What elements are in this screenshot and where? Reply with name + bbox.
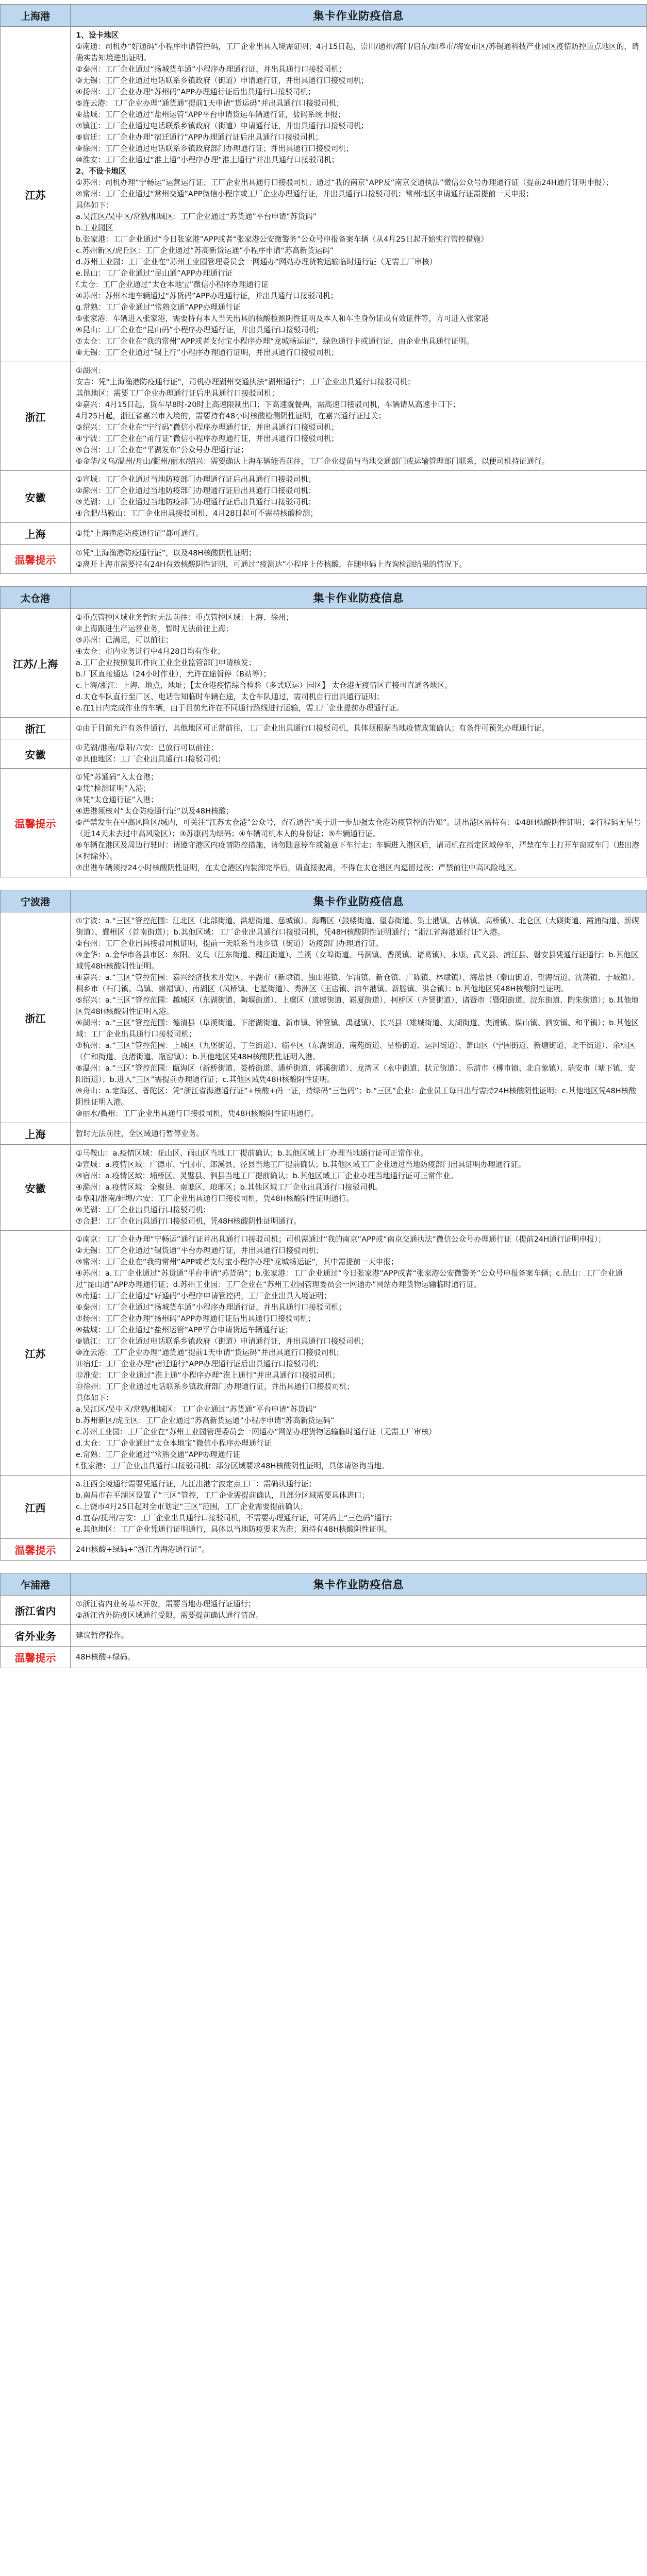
info-line: 48H核酸+绿码。 xyxy=(76,1652,135,1662)
info-line: 具体如下： xyxy=(76,1394,113,1402)
port-name: 太仓港 xyxy=(1,587,71,609)
region-row xyxy=(1,471,647,523)
info-line: d.宜春/抚州/吉安：工厂企业出具通行口接驳司机，不需要办理通行证，可凭码上“三色码”通行； xyxy=(76,1514,397,1522)
info-line: 安吉：凭“上海渔港防疫通行证”，司机办理湖州交通执法“湖州通行”；工厂企业出具通行口接驳司机； xyxy=(76,378,415,386)
info-line: ⑦太仓：工厂企业在“我的常州”APP或者支付宝小程序办理“龙城畅运证”，绿色通行卡或通行证，由企业出具通行证明。 xyxy=(76,337,474,346)
port-header-row xyxy=(1,1573,647,1596)
info-line: 具体如下： xyxy=(76,201,113,210)
port-header-row xyxy=(1,890,647,912)
info-line: ⑫淮安：工厂企业通过“淮上通”小程序办理“淮上通行”并出具通行口接驳司机； xyxy=(76,1371,340,1380)
region-content xyxy=(71,1123,647,1145)
info-line: d.苏州工业园：工厂企业在“苏州工业园管理委员会一网通办”网站办理货物运输临时通行证（无需工厂审核） xyxy=(76,258,437,266)
tips-label: 温馨提示 xyxy=(1,1647,71,1668)
info-line: f.张家港：工厂企业出具通行口接驳司机；部分区域要求48H核酸阴性证明，具体请咨询当地。 xyxy=(76,1462,389,1470)
info-line: ⑥盐城：工厂企业通过“盐州运管”APP平台申请货运车辆通行证，盐码系统申报； xyxy=(76,110,345,119)
region-content xyxy=(71,545,647,574)
info-line: f.太仓：工厂企业通过“太仓本地宝”微信小程序办理通行证 xyxy=(76,280,269,289)
region-label: 江西 xyxy=(1,1476,71,1539)
info-line: ①浙江省内业务基本开放，需要当地办理通行证通行； xyxy=(76,1600,256,1608)
port-name: 宁波港 xyxy=(1,890,71,912)
info-line: ②上海跟进生产运营业务，暂时无法前往上海； xyxy=(76,624,233,633)
info-line: ④苏州：a.工厂企业通过“苏货通”平台申请“苏货码”；b.张家港：工厂企业通过“今日张家港”APP或者“张家港公安微警务”公众号申报备案车辆；c.昆山：工厂企业通过“昆山通”APP办理通行证；d.苏州工业园：工厂企业在“苏州工业园管理委员会一网通办”网站办理货物运输临时通行证。 xyxy=(76,1269,623,1289)
section-title: 集卡作业防疫信息 xyxy=(71,890,647,912)
info-line: ⑤严禁发生在中高风险区/城内，可关注“江苏太仓港”公众号，查看通告“关于进一步加强太仓港防疫管控的告知”。进出港区需持有：①48H核酸阴性证明；②行程码无星号（近14天未去过中高风险区）；③苏康码为绿码；④车辆司机本人的身份证；⑤车辆通行证。 xyxy=(76,818,641,838)
region-row xyxy=(1,1539,647,1561)
info-line: ⑬徐州：工厂企业通过电话联系乡镇政府部门办理通行证，并出具通行口接驳司机； xyxy=(76,1382,354,1391)
info-line: ①由于目前允许有条件通行，其他地区可正常前往，工厂企业出具通行口接驳司机，具体须根据当地疫情政策确认；有条件可预先办理通行证。 xyxy=(76,723,549,733)
info-line: d.太仓：工厂企业通过“太仓本地宝”微信小程序办理通行证 xyxy=(76,1439,272,1448)
info-line: b.厂区直接通达（24小时作业），允许在途暂停（B站等）； xyxy=(76,670,271,679)
info-line: ⑩连云港：工厂企业办理“通货通”提前1天申请“货运码”并出具通行口接驳司机； xyxy=(76,1348,344,1357)
region-row xyxy=(1,1145,647,1231)
info-line: ⑧盐城：工厂企业通过“盐州运管”APP平台申请货运车辆通行证； xyxy=(76,1326,293,1334)
info-line: ④滁州：a.疫情区域：全椒县、南谯区、琅琊区；b.其他区域工厂企业出具通行口接驳司机。 xyxy=(76,1183,383,1192)
info-line: b.苏州新区/虎丘区：工厂企业通过“苏高新货运通”小程序申请“苏高新货运码” xyxy=(76,1416,335,1425)
region-label: 江苏 xyxy=(1,27,71,362)
info-line: ①宁波：a.“三区”管控范围：江北区（北部街道、洪塘街道、慈城镇）、海曙区（鼓楼街道、望春街道、集士港镇、古林镇、高桥镇）、北仑区（大碶街道、霞浦街道、新碶街道）、鄞州区（首南街道）；b.其他区域：工厂企业出具通行口接驳司机，凭48H核酸阴性证明通行；“浙江省海港通行证”入港。 xyxy=(76,917,639,937)
region-label: 省外业务 xyxy=(1,1625,71,1647)
info-line: ⑨舟山：a.定海区、普陀区：凭“浙江省海港通行证”+核酸+码一证，持绿码“三色码”；b.“三区”企业：企业员工每日出行需持24H核酸阴性证明；c.其他地区凭48H核酸阴性证明入港。 xyxy=(76,1087,636,1107)
region-label: 浙江省内 xyxy=(1,1596,71,1625)
region-row xyxy=(1,545,647,574)
region-row xyxy=(1,1596,647,1625)
port-header-row xyxy=(1,587,647,609)
info-line: ②其他地区：工厂企业出具通行口接驳司机； xyxy=(76,755,226,764)
info-line: ④太仓：市内业务进行中4月28日均有作业； xyxy=(76,647,225,656)
section-title: 集卡作业防疫信息 xyxy=(71,587,647,609)
region-label: 江苏 xyxy=(1,1231,71,1476)
info-line: a.江西全境通行需要凭通行证，九江出港宁波定点工厂：需确认通行证； xyxy=(76,1480,316,1488)
info-line: ①苏州：司机办理“宁畅运”运营运行证；工厂企业出具通行口接驳司机；通过“我的南京”APP及“南京交通执法”微信公众号办理通行证（提前24H通行证明申报）； xyxy=(76,178,613,187)
info-line: ②滁州：工厂企业通过当地防疫部门办理通行证后出具通行口接驳司机； xyxy=(76,486,316,495)
region-label: 江苏/上海 xyxy=(1,609,71,718)
info-line: ⑩丽水/衢州：工厂企业出具通行口接驳司机，凭48H核酸阴性证明通行。 xyxy=(76,1109,319,1118)
info-line: ③苏州：已满足，可以前往； xyxy=(76,636,173,645)
info-line: ②嘉兴：4月15日起，货车早8时-20时上高速限制出口；下高速就餐两，需高速口接驳司机，车辆请从高速卡口下； xyxy=(76,400,460,409)
info-line: ①凭“苏通码”入太仓港； xyxy=(76,773,158,782)
info-line: a.吴江区/吴中区/常熟/相城区：工厂企业通过“苏货通”平台申请“苏货码” xyxy=(76,212,317,221)
info-line: ⑧宿迁：工厂企业办理“宿迁通行”APP办理通行证后出具通行口接驳司机； xyxy=(76,133,323,142)
info-line: ②浙江省外防疫区域通行受限，需要提前确认通行情况。 xyxy=(76,1611,263,1620)
region-label: 上海 xyxy=(1,523,71,545)
info-line: ①宣城：工厂企业通过当地防疫部门办理通行证后出具通行口接驳司机； xyxy=(76,475,316,484)
info-line: ②泰州：工厂企业通过“扬城货车通”小程序办理通行证，并出具通行口接驳司机； xyxy=(76,65,346,74)
info-line: ②常州：工厂企业通过“常州交通”APP微信小程序或工厂企业办理通行证，并出具通行口接驳司机；常州地区申请通行证需提前一天申报； xyxy=(76,190,534,198)
info-line: c.上饶市4月25日起对全市划定“三区”范围，工厂企业需要提前确认； xyxy=(76,1502,308,1511)
info-line: ⑨徐州：工厂企业通过电话联系乡镇政府部门办理通行证；并出具通行口接驳司机； xyxy=(76,144,354,153)
region-row xyxy=(1,912,647,1123)
region-content xyxy=(71,27,647,362)
info-line: ⑥金华/义乌/温州/舟山/衢州/丽水/绍兴：需要确认上海车辆能否前往，工厂企业提前与当地交通部门或运输管理部门联系，以便司机持证通行。 xyxy=(76,457,550,466)
info-line: 2、不设卡地区 xyxy=(76,167,126,176)
tips-label: 温馨提示 xyxy=(1,1539,71,1561)
region-content xyxy=(71,1596,647,1625)
info-line: ①湖州： xyxy=(76,366,105,375)
region-content xyxy=(71,739,647,769)
region-row xyxy=(1,609,647,718)
region-content xyxy=(71,1145,647,1231)
info-line: ⑦扬州：工厂企业办理“扬州码”APP办理通行证后出具通行口接驳司机； xyxy=(76,1314,316,1323)
info-line: ⑦出港车辆须持24小时核酸阴性证明，在太仓港区内装卸完毕后，请直接驶离，不得在太仓港区内逗留过夜；严禁前往中高风险地区。 xyxy=(76,863,521,872)
info-line: ⑥湖州：a.“三区”管控范围：德清县（阜溪街道、下渚湖街道、新市镇、钟管镇、禹越镇）、长兴县（雉城街道、太湖街道、夹浦镇、煤山镇、泗安镇、和平镇）；b.其他区域：工厂企业出具通行口接驳司机； xyxy=(76,1019,639,1039)
info-line: ④宁波：工厂企业在“甬行证”微信小程序办理通行证，并出具通行口接驳司机； xyxy=(76,434,339,443)
info-line: 1、设卡地区 xyxy=(76,31,119,40)
port-header-row xyxy=(1,5,647,27)
info-line: ⑦杭州：a.“三区”管控范围：上城区（九堡街道、丁兰街道）、临平区（东湖街道、南苑街道、星桥街道、运河街道）、萧山区（宁围街道、新塘街道、北干街道）、余杭区（仁和街道、良渚街道、瓶窑镇）；b.其他地区凭48H核酸阴性证明入港。 xyxy=(76,1041,636,1061)
info-line: ⑦合肥：工厂企业出具通行口接驳司机，凭48H核酸阴性证明通行。 xyxy=(76,1217,301,1226)
region-row xyxy=(1,769,647,877)
info-line: a.吴江区/吴中区/常熟/相城区：工厂企业通过“苏货通”平台申请“苏货码” xyxy=(76,1405,317,1414)
info-line: g.常熟：工厂企业通过“常熟交通”APP办理通行证 xyxy=(76,303,241,312)
region-label: 浙江 xyxy=(1,912,71,1123)
info-line: e.在1日内完成作业的车辆，由于目前允许在不同通行路线进行运输，需工厂企业提前办理通行证。 xyxy=(76,704,404,713)
info-line: e.常熟：工厂企业通过“常熟交通”APP办理通行证 xyxy=(76,1450,241,1459)
info-line: 24H核酸+绿码+“浙江省海港通行证”。 xyxy=(76,1545,209,1554)
region-content xyxy=(71,718,647,739)
info-line: ③凭“太仓通行证”入港； xyxy=(76,795,158,804)
info-line: ⑩淮安：工厂企业通过“淮上通”小程序办理“淮上通行”并出具通行口接驳司机； xyxy=(76,156,339,164)
info-line: ④合肥/马鞍山：工厂企业出具接驳司机，4月28日起可不需持核酸检测； xyxy=(76,509,318,518)
info-line: ③芜湖：工厂企业通过当地防疫部门办理通行证后出具通行口接驳司机； xyxy=(76,498,316,506)
region-row xyxy=(1,739,647,769)
info-line: ⑥芜湖：工厂企业出具通行口接驳司机； xyxy=(76,1206,211,1214)
info-line: 4月25日起，浙江省嘉兴市入境的，需要持有48小时核酸检测阴性证明，在嘉兴通行证过关； xyxy=(76,412,386,420)
info-line: ②无锡：工厂企业通过“锡货通”平台办理通行证，并出具通行口接驳司机； xyxy=(76,1246,324,1255)
info-line: ⑤阜阳/淮南/蚌埠/六安：工厂企业出具通行口接驳司机，凭48H核酸阴性证明通行。 xyxy=(76,1194,354,1203)
info-line: ④苏州：苏州本地车辆通过“苏货码”APP办理通行证，并出具通行口接驳司机； xyxy=(76,292,338,300)
region-content xyxy=(71,769,647,877)
region-row xyxy=(1,1647,647,1668)
port-name: 乍浦港 xyxy=(1,1573,71,1596)
region-label: 安徽 xyxy=(1,739,71,769)
info-line: ⑤绍兴：a.“三区”管控范围：越城区（东湖街道、陶堰街道）、上虞区（道墟街道、崧厦街道）、柯桥区（齐贤街道）、诸暨市（暨阳街道、浣东街道、陶朱街道）；b.其他地区凭48H核酸阴性证明入港。 xyxy=(76,996,639,1016)
info-line: ①南通：司机办“好通码”小程序申请管控码，工厂企业出具入境需证明；4月15日起，崇川/通州/海门/启东/如皋市/海安市区/苏锡通科技产业园区疫情防控重点地区的，请确实告知境进出证明。 xyxy=(76,42,639,62)
port-table xyxy=(0,4,647,574)
info-line: d.太仓车队直行至厂区、电话告知临时车辆在途，太仓车队通过，需司机自行出具通行证明； xyxy=(76,692,384,701)
info-line: b.南昌市在平湖区设置了“三区”管控，工厂企业需提前确认，且部分区域需要具体进口； xyxy=(76,1491,369,1500)
info-line: ①芜湖/淮南/阜阳/六安：已放行可以前往； xyxy=(76,743,218,752)
info-line: ①凭“上海渔港防疫通行证”都可通行。 xyxy=(76,529,204,538)
region-label: 浙江 xyxy=(1,718,71,739)
info-line: c.上海/浙江：上海，地点，地址；【太仓港疫情综合检验（多式联运）园区】 太仓港无疫情区直接可直通各地区。 xyxy=(76,681,453,690)
region-content xyxy=(71,1647,647,1668)
info-line: ⑧温州：a.“三区”管控范围：瓯海区（新桥街道、娄桥街道、潘桥街道、郭溪街道）、龙湾区（永中街道、状元街道）、乐清市（柳市镇、北白象镇）、瑞安市（塘下镇、安阳街道）；b.进入“三区”需提前办理通行证；c.其他区域凭48H核酸阴性证明。 xyxy=(76,1064,636,1084)
region-row xyxy=(1,1476,647,1539)
region-content xyxy=(71,1625,647,1647)
info-line: ③绍兴：工厂企业在“宁行码”微信小程序办理通行证，并出具通行口接驳司机； xyxy=(76,423,339,432)
region-content xyxy=(71,1476,647,1539)
info-line: ⑥车辆在港区及周边行驶时：请遵守港区内疫情防控措施，请勿随意停车或随意下车行走；车辆进入港区后，请司机在指定区域停车，严禁在车上打开车窗或车门（进出港区时除外）。 xyxy=(76,841,640,861)
info-line: b.张家港：工厂企业通过“今日张家港”APP或者“张家港公安微警务”公众号申报备案车辆（从4月25日起开始实行管控措施） xyxy=(76,235,489,244)
port-table xyxy=(0,586,647,877)
info-line: ⑤南通：工厂企业通过“好通码”小程序申请管控码，工厂企业出具入境证明； xyxy=(76,1292,331,1300)
info-line: 暂时无法前往，全区域通行暂停业务。 xyxy=(76,1129,204,1138)
info-line: ③宿州：a.疫情区域：埇桥区、灵璧县、泗县当地工厂提前确认；b.其他区域工厂企业办理当地通行证可正常作业。 xyxy=(76,1172,458,1180)
info-line: ⑦镇江：工厂企业通过电话联系乡镇政府（街道）申请通行证，并出具通行口接驳司机； xyxy=(76,122,369,130)
region-label: 上海 xyxy=(1,1123,71,1145)
region-row xyxy=(1,523,647,545)
region-content xyxy=(71,609,647,718)
info-line: ⑤张家港：车辆进入张家港，需要持有本人当天出具的核酸检测阴性证明及本人和车主身份证或有效证件等，方可进入张家港 xyxy=(76,314,489,323)
info-line: ①凭“上海渔港防疫通行证”，以及48H核酸阴性证明； xyxy=(76,549,256,557)
info-line: c.苏州新区/虎丘区：工厂企业通过“苏高新货运通”小程序申请“苏高新货运码” xyxy=(76,246,334,255)
region-content xyxy=(71,1539,647,1561)
region-label: 安徽 xyxy=(1,1145,71,1231)
region-row xyxy=(1,27,647,362)
region-row xyxy=(1,718,647,739)
info-line: ①南京：工厂企业办理“宁畅运”通行证并出具通行口接驳司机；司机需通过“我的南京”APP或“南京交通执法”微信公众号办理通行证（提前24H通行证明申报）； xyxy=(76,1235,606,1244)
info-line: ④扬州：工厂企业办理“苏州码”APP办理通行证后出具通行口接驳司机； xyxy=(76,88,316,96)
info-line: ④进港须核对“太仓防疫通行证”以及48H核酸； xyxy=(76,807,234,816)
info-line: ②离开上海市需要持有24H有效核酸阴性证明，可通过“疫测达”小程序上传核酸，在随申码上查询检测结果的情况下。 xyxy=(76,560,467,569)
port-table xyxy=(0,890,647,1561)
info-line: 其他地区：需要工厂企业办理通行证后出具通行口接驳司机； xyxy=(76,389,279,398)
info-line: ③金华：a.金华市各县市区：东阳、义乌（江东街道、稠江街道）、兰溪（女埠街道、马涧镇、香溪镇、诸葛镇）、永康、武义县、浦江县、磐安县凭通行证通行；b.其他区域凭48H核酸阴性证明。 xyxy=(76,951,639,971)
info-line: ④嘉兴：a.“三区”管控范围：嘉兴经济技术开发区、平湖市（新埭镇、独山港镇、乍浦镇、新仓镇、广陈镇、林埭镇）、海盐县（秦山街道、望海街道、沈荡镇、于城镇）、桐乡市（石门镇、乌镇、崇福镇）、南湖区（凤桥镇、七星街道）、秀洲区（王店镇、油车港镇、新塍镇、洪合镇）；b.其他地区凭48H核酸阴性证明。 xyxy=(76,973,639,993)
region-row xyxy=(1,362,647,471)
info-line: ③无锡：工厂企业通过电话联系乡镇政府（街道）申请通行证，并出具通行口接驳司机； xyxy=(76,76,369,85)
info-line: ⑧无锡：工厂企业通过“锡上行”小程序办理通行证明，并出具通行口接驳司机； xyxy=(76,348,339,357)
region-content xyxy=(71,362,647,471)
info-line: ①马鞍山：a.疫情区域：花山区、雨山区当地工厂提前确认；b.其他区域上厂办理当地通行证可正常作业。 xyxy=(76,1149,428,1158)
region-content xyxy=(71,1231,647,1476)
info-line: ②宣城：a.疫情区域：广德市、宁国市、郎溪县、泾县当地工厂提前确认；b.其他区域工厂企业通过当地防疫部门出具证明办理通行证。 xyxy=(76,1160,526,1169)
info-line: ⑥昆山：工厂企业在“昆山码”小程序办理通行证，并出具通行口接驳司机； xyxy=(76,326,324,334)
info-line: ①重点管控区域业务暂时无法前往：重点管控区域：上海、徐州； xyxy=(76,613,293,622)
info-line: ⑤连云港：工厂企业办理“通货通”提前1天申请“货运码”并出具通行口接驳司机； xyxy=(76,99,344,108)
region-content xyxy=(71,523,647,545)
port-name: 上海港 xyxy=(1,5,71,27)
info-line: ⑥泰州：工厂企业通过“扬城货车通”小程序办理通行证，并出具通行口接驳司机； xyxy=(76,1303,346,1312)
region-label: 浙江 xyxy=(1,362,71,471)
info-line: ⑪宿迁：工厂企业办理“宿迁通行”APP办理通行证后出具通行口接驳司机； xyxy=(76,1360,324,1368)
info-line: e.昆山：工厂企业通过“昆山通”APP办理通行证 xyxy=(76,269,233,278)
info-line: ②凭“检测证明”入港； xyxy=(76,784,151,793)
info-line: c.苏州工业园：工厂企业在“苏州工业园管理委员会一网通办”网站办理货物运输临时通行证（无需工厂审核） xyxy=(76,1428,437,1436)
section-title: 集卡作业防疫信息 xyxy=(71,5,647,27)
port-table xyxy=(0,1573,647,1668)
info-line: a.工厂企业按照复印件向工业企业监管部门申请核发； xyxy=(76,658,256,667)
tips-label: 温馨提示 xyxy=(1,769,71,877)
info-line: ⑤台州：工厂企业在“平湖发布”公众号办理通行证； xyxy=(76,446,248,454)
region-content xyxy=(71,912,647,1123)
info-line: ③常州：工厂企业在“我的常州”APP或者支付宝小程序办理“龙城畅运证”，其中需提前一天申报； xyxy=(76,1258,399,1266)
region-row xyxy=(1,1231,647,1476)
region-label: 安徽 xyxy=(1,471,71,523)
section-title: 集卡作业防疫信息 xyxy=(71,1573,647,1596)
info-line: b.工业园区 xyxy=(76,224,113,232)
tips-label: 温馨提示 xyxy=(1,545,71,574)
info-line: ②台州：工厂企业出具接驳司机证明，提前一天联系当地乡镇（街道）防疫部门办理通行证。 xyxy=(76,939,384,948)
region-row xyxy=(1,1123,647,1145)
info-line: 建议暂停操作。 xyxy=(76,1631,129,1640)
region-row xyxy=(1,1625,647,1647)
region-content xyxy=(71,471,647,523)
info-line: ⑨镇江：工厂企业通过电话联系乡镇政府（街道）申请通行证，并出具通行口接驳司机； xyxy=(76,1337,369,1346)
info-line: e.其他地区：工厂企业凭通行证明通行，具体以当地防疫要求为准；须持有48H核酸阴性证明。 xyxy=(76,1525,392,1534)
